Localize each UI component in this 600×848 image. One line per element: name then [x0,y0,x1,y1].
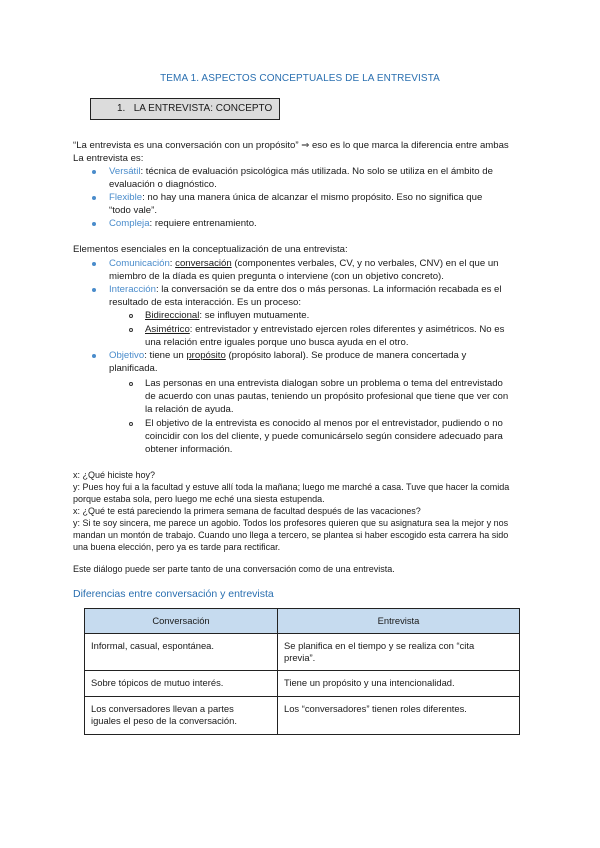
column-header: Entrevista [278,609,520,634]
table-cell [85,671,278,697]
cell-text: Los “conversadores” tienen roles diferentes. [284,703,467,714]
bullet-icon [92,354,96,358]
underlined-term: propósito [186,350,226,361]
dialogue-line: una buena elección, pero ya es tarde para rectificar. [73,542,281,552]
trait-term: Compleja [109,218,150,229]
bullet-icon [92,288,96,292]
sub-text: Las personas en una entrevista dialogan sobre un problema o tema del entrevistado [145,378,503,389]
table-header-row [85,609,520,634]
bullet-icon [92,222,96,226]
cell-text: previa”. [284,652,316,663]
trait-text: : técnica de evaluación psicológica más utilizada. No solo se utiliza en el ámbito de [140,166,493,177]
column-header: Conversación [85,609,278,634]
circle-bullet-icon [129,422,133,426]
dialogue-note: Este diálogo puede ser parte tanto de una conversación como de una entrevista. [73,564,395,574]
sub-bidireccional [145,309,309,322]
table-row [85,671,520,697]
differences-heading: Diferencias entre conversación y entrevista [73,588,274,600]
section-heading-box [90,98,280,120]
element-objetivo [109,349,466,362]
sub-text-cont: coincidir con los del cliente, y puede comunicárselo según considere adecuado para [145,431,503,442]
sub-text-cont: la relación de ayuda. [145,404,234,415]
table-cell [278,697,520,735]
element-text-cont: planificada. [109,363,158,374]
cell-text: Informal, casual, espontánea. [91,640,214,651]
sub-text-cont: obtener información. [145,444,233,455]
cell-text: Se planifica en el tiempo y se realiza con “cita [284,640,475,651]
underlined-term: conversación [175,258,232,269]
cell-text: Los conversadores llevan a partes [91,703,234,714]
section-label: LA ENTREVISTA: CONCEPTO [133,103,273,114]
dialogue-line: x: ¿Qué te está pareciendo la primera semana de facultad después de las vacaciones? [73,506,421,516]
document-title: TEMA 1. ASPECTOS CONCEPTUALES DE LA ENTREVISTA [160,73,440,84]
trait-compleja [109,217,257,230]
bullet-icon [92,196,96,200]
table-cell [278,671,520,697]
table-cell [278,634,520,671]
underlined-term: Asimétrico [145,324,190,335]
cell-text: Sobre tópicos de mutuo interés. [91,677,224,688]
table-row [85,634,520,671]
table-row [85,697,520,735]
element-text: : tiene un [144,350,187,361]
dialogue-line: y: Pues hoy fui a la facultad y estuve allí toda la mañana; luego me marché a casa. Tuve que hacer la comida [73,482,510,492]
element-sep: : [169,258,176,269]
dialogue-line: porque estaba sola, pero luego me eché una siesta estupenda. [73,494,325,504]
circle-bullet-icon [129,382,133,386]
trait-versatil [109,165,493,178]
circle-bullet-icon [129,314,133,318]
dialogue-line: mandan un montón de trabajo. Cuando uno llega a tercero, se plantea si haber escogido esta carrera ha sido [73,530,509,540]
element-text: (propósito laboral). Se produce de manera concertada y [225,350,467,361]
trait-text: : no hay una manera única de alcanzar el mismo propósito. Eso no significa que [142,192,483,203]
differences-table [84,608,520,735]
bullet-icon [92,262,96,266]
section-number: 1. [117,103,126,114]
cell-text: iguales el peso de la conversación. [91,715,237,726]
sub-text: El objetivo de la entrevista es conocido al menos por el entrevistador, pudiendo o no [145,418,503,429]
trait-term: Flexible [109,192,143,203]
trait-text-cont: evaluación o diagnóstico. [109,179,217,190]
trait-flexible [109,191,482,204]
element-term: Interacción [109,284,156,295]
element-term: Objetivo [109,350,145,361]
dialogue-line: y: Si te soy sincera, me parece un agobio. Todos los profesores quieren que su asignatura sea la mejor y nos [73,518,509,528]
elements-heading: Elementos esenciales en la conceptualización de una entrevista: [73,244,348,255]
trait-text-cont: “todo vale”. [109,205,157,216]
table-cell [85,634,278,671]
element-term: Comunicación [109,258,170,269]
bullet-icon [92,170,96,174]
sub-text: : se influyen mutuamente. [199,310,310,321]
element-comunicacion [109,257,499,270]
sub-asimetrico [145,323,504,336]
dialogue-line: x: ¿Qué hiciste hoy? [73,470,156,480]
intro-quote: “La entrevista es una conversación con un propósito” ⇒ eso es lo que marca la diferencia entre ambas [73,140,509,151]
sub-text: : entrevistador y entrevistado ejercen roles diferentes y asimétricos. No es [189,324,505,335]
underlined-term: Bidireccional [145,310,200,321]
element-text: (componentes verbales, CV, y no verbales, CNV) en el que un [231,258,499,269]
sub-text-cont: de acuerdo con unas pautas, teniendo un propósito profesional que tiene que ver con [145,391,509,402]
trait-term: Versátil [109,166,141,177]
cell-text: Tiene un propósito y una intencionalidad. [284,677,455,688]
element-interaccion [109,283,502,296]
table-cell [85,697,278,735]
sub-text-cont: una relación entre iguales porque uno busca ayuda en el otro. [145,337,409,348]
element-text: : la conversación se da entre dos o más personas. La información recabada es el [155,284,502,295]
element-text-cont: resultado de esta interacción. Es un proceso: [109,297,301,308]
element-text-cont: miembro de la díada es quien pregunta o interviene (con un objetivo concreto). [109,271,444,282]
trait-text: : requiere entrenamiento. [149,218,257,229]
intro-lead: La entrevista es: [73,153,144,164]
circle-bullet-icon [129,328,133,332]
